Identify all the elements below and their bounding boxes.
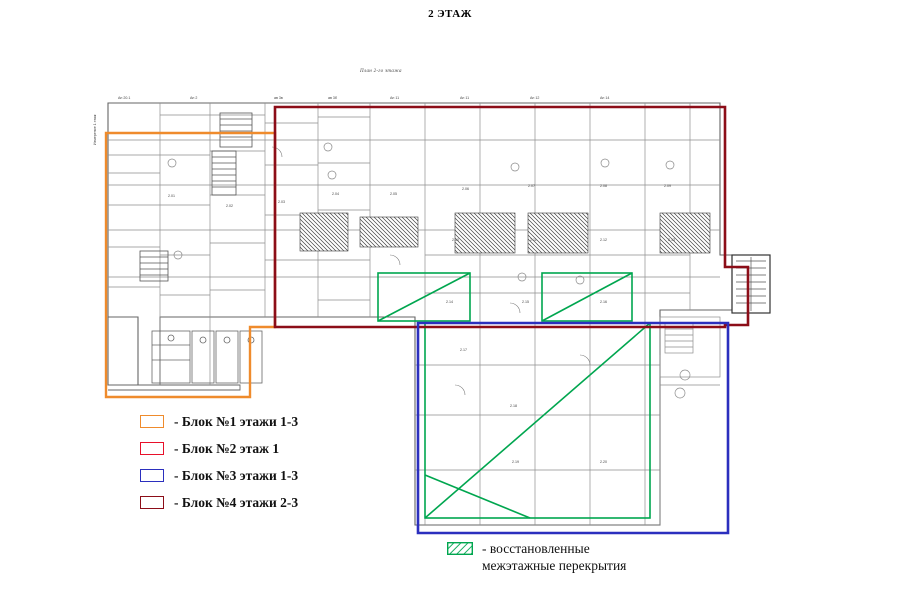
legend-label-block-4: - Блок №4 этажи 2-3 bbox=[174, 494, 299, 510]
hatch-swatch bbox=[447, 542, 473, 555]
svg-text:ав 3б: ав 3б bbox=[328, 96, 337, 100]
legend-swatch-block-3 bbox=[140, 469, 164, 482]
svg-text:Ан 20.1: Ан 20.1 bbox=[118, 96, 131, 100]
svg-text:2.08: 2.08 bbox=[600, 184, 607, 188]
svg-text:2.18: 2.18 bbox=[510, 404, 517, 408]
svg-text:Измерение 1 этаж: Измерение 1 этаж bbox=[93, 114, 97, 145]
restored-slabs-note bbox=[447, 540, 626, 574]
svg-text:Ан 12: Ан 12 bbox=[530, 96, 540, 100]
legend-item-block-1 bbox=[140, 408, 440, 435]
legend-item-block-2 bbox=[140, 435, 440, 462]
legend-label-block-3: - Блок №3 этажи 1-3 bbox=[174, 467, 299, 483]
svg-text:Ан 14: Ан 14 bbox=[600, 96, 610, 100]
page-title: 2 ЭТАЖ bbox=[428, 8, 472, 20]
legend-item-block-4 bbox=[140, 489, 440, 516]
svg-text:2.11: 2.11 bbox=[530, 238, 537, 242]
svg-text:Ан 2: Ан 2 bbox=[190, 96, 198, 100]
svg-text:2.10: 2.10 bbox=[452, 238, 459, 242]
svg-text:2.17: 2.17 bbox=[460, 348, 467, 352]
legend-swatch-block-4 bbox=[140, 496, 164, 509]
svg-text:2.04: 2.04 bbox=[332, 192, 339, 196]
legend-swatch-block-2 bbox=[140, 442, 164, 455]
legend-swatch-block-1 bbox=[140, 415, 164, 428]
plan-caption: План 2-го этажа bbox=[360, 69, 402, 74]
svg-text:2.12: 2.12 bbox=[600, 238, 607, 242]
svg-text:2.15: 2.15 bbox=[522, 300, 529, 304]
legend-item-block-3 bbox=[140, 462, 440, 489]
svg-text:2.07: 2.07 bbox=[528, 184, 535, 188]
svg-text:2.01: 2.01 bbox=[168, 194, 175, 198]
legend bbox=[140, 408, 440, 516]
svg-text:2.06: 2.06 bbox=[462, 187, 469, 191]
svg-text:ав 3в: ав 3в bbox=[274, 96, 283, 100]
svg-text:2.02: 2.02 bbox=[226, 204, 233, 208]
svg-text:2.09: 2.09 bbox=[664, 184, 671, 188]
note-line-1: - восстановленные bbox=[482, 541, 590, 556]
legend-label-block-1: - Блок №1 этажи 1-3 bbox=[174, 413, 299, 429]
note-line-2: межэтажные перекрытия bbox=[482, 558, 627, 573]
svg-text:2.19: 2.19 bbox=[512, 460, 519, 464]
svg-text:2.13: 2.13 bbox=[668, 238, 675, 242]
svg-text:2.20: 2.20 bbox=[600, 460, 607, 464]
svg-text:2.05: 2.05 bbox=[390, 192, 397, 196]
svg-text:2.14: 2.14 bbox=[446, 300, 453, 304]
svg-text:Ан 11: Ан 11 bbox=[460, 96, 470, 100]
block-1-boundary bbox=[106, 133, 275, 397]
svg-text:Ан 11: Ан 11 bbox=[390, 96, 400, 100]
block-3-boundary bbox=[418, 323, 728, 533]
legend-label-block-2: - Блок №2 этаж 1 bbox=[174, 440, 280, 456]
svg-text:2.03: 2.03 bbox=[278, 200, 285, 204]
svg-text:2.16: 2.16 bbox=[600, 300, 607, 304]
